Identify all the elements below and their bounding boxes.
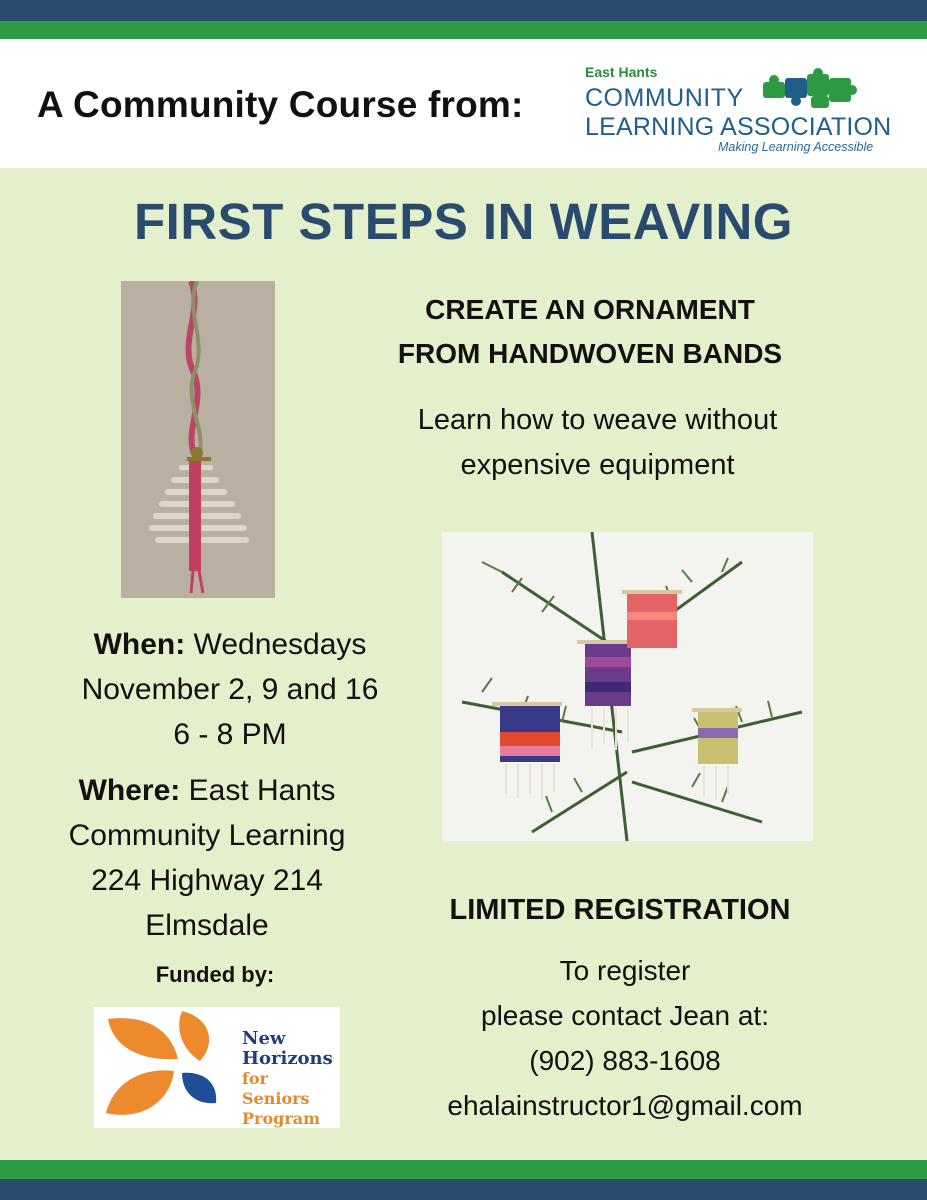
subtitle-line-1: CREATE AN ORNAMENT — [425, 294, 755, 325]
where-town: Elmsdale — [145, 909, 269, 942]
top-navy-stripe — [0, 0, 927, 21]
ehcla-logo — [585, 64, 892, 159]
new-horizons-petals-icon — [100, 1007, 220, 1128]
where-label: Where: — [78, 774, 181, 807]
logo-tagline: Making Learning Accessible — [718, 140, 874, 154]
nh-horizons: Horizons — [242, 1048, 333, 1069]
bottom-navy-stripe — [0, 1179, 927, 1200]
when-time: 6 - 8 PM — [173, 718, 287, 751]
register-line-2: please contact Jean at: — [481, 1000, 769, 1031]
course-description — [340, 398, 855, 488]
where-line-2: Community Learning — [68, 819, 346, 852]
when-block — [30, 622, 430, 757]
register-line-1: To register — [559, 955, 691, 986]
nh-new: New — [242, 1028, 286, 1049]
where-address: 224 Highway 214 — [91, 864, 323, 897]
woven-band-ornament-photo — [121, 281, 275, 598]
register-phone: (902) 883-1608 — [529, 1045, 721, 1076]
nh-for-seniors: for Seniors — [242, 1069, 310, 1108]
funded-by-label: Funded by: — [155, 962, 275, 987]
nh-program: Program — [242, 1109, 321, 1128]
new-horizons-text — [242, 1029, 340, 1129]
logo-east-hants: East Hants — [585, 64, 658, 80]
description-line-2: expensive equipment — [460, 449, 735, 481]
logo-community: COMMUNITY — [585, 84, 744, 112]
new-horizons-logo — [94, 1007, 340, 1128]
subtitle-line-2: FROM HANDWOVEN BANDS — [397, 338, 783, 369]
register-email: ehalainstructor1@gmail.com — [447, 1090, 803, 1121]
when-day: Wednesdays — [193, 628, 367, 661]
puzzle-pieces-icon — [761, 68, 857, 110]
logo-learning-association: LEARNING ASSOCIATION — [585, 113, 892, 141]
course-subtitle — [330, 288, 850, 376]
when-line-1 — [30, 622, 430, 667]
limited-registration-heading: LIMITED REGISTRATION — [449, 894, 791, 926]
bottom-green-stripe — [0, 1160, 927, 1179]
description-line-1: Learn how to weave without — [417, 404, 778, 436]
where-block — [7, 768, 407, 948]
registration-block — [405, 948, 845, 1128]
when-label: When: — [93, 628, 186, 661]
tree-ornaments-photo — [442, 532, 813, 841]
course-title: FIRST STEPS IN WEAVING — [134, 193, 793, 250]
header-intro: A Community Course from: — [37, 84, 524, 125]
when-dates: November 2, 9 and 16 — [81, 673, 379, 706]
where-place: East Hants — [188, 774, 336, 807]
top-green-stripe — [0, 21, 927, 39]
where-line-1 — [7, 768, 407, 813]
